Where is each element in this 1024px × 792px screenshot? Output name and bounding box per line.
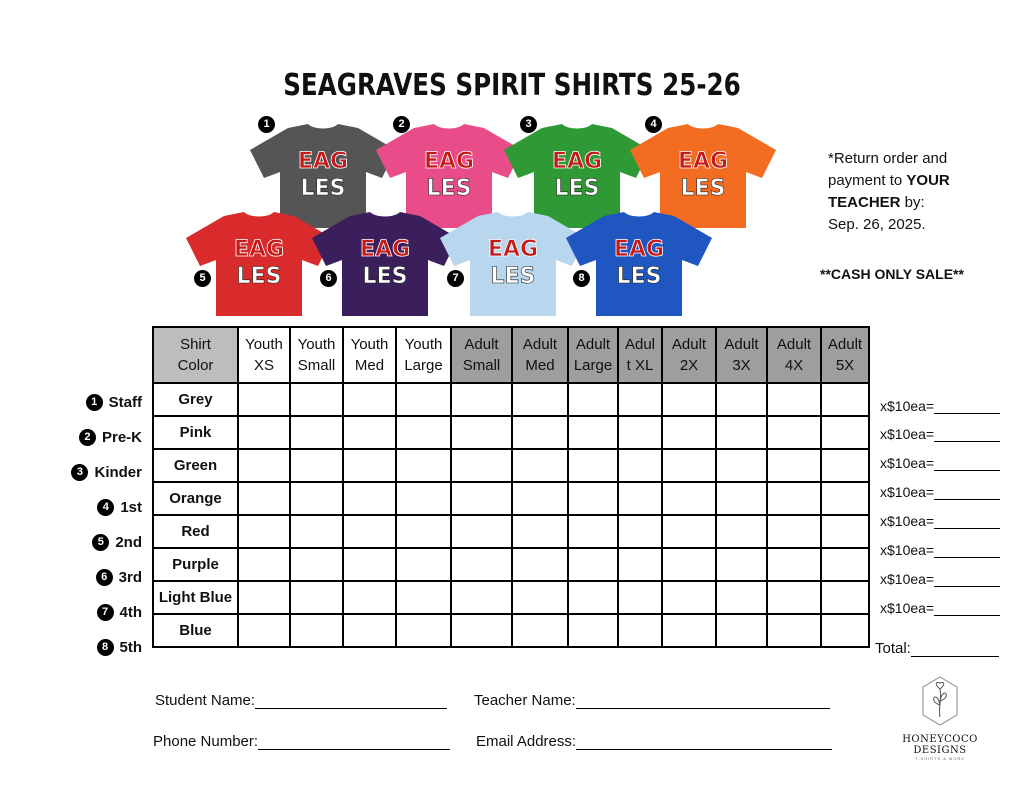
shirt-color-cell: Orange bbox=[153, 482, 238, 515]
quantity-cell[interactable] bbox=[568, 482, 618, 515]
quantity-cell[interactable] bbox=[290, 614, 343, 647]
grade-label: 2 Pre-K bbox=[79, 429, 142, 446]
shirt-number-badge: 4 bbox=[645, 116, 662, 133]
quantity-cell[interactable] bbox=[238, 614, 290, 647]
shirt-color-cell: Pink bbox=[153, 416, 238, 449]
shirt-color-cell: Blue bbox=[153, 614, 238, 647]
svg-text:EAG: EAG bbox=[677, 149, 729, 174]
grade-number-badge: 5 bbox=[92, 534, 109, 551]
svg-text:EAG: EAG bbox=[487, 237, 539, 262]
svg-text:LES: LES bbox=[490, 264, 536, 289]
quantity-cell[interactable] bbox=[767, 614, 821, 647]
svg-text:LES: LES bbox=[236, 264, 282, 289]
quantity-cell[interactable] bbox=[662, 581, 716, 614]
quantity-cell[interactable] bbox=[343, 515, 396, 548]
flower-hexagon-icon bbox=[920, 675, 960, 727]
header-size: Adult 5X bbox=[821, 327, 869, 383]
svg-text:LES: LES bbox=[362, 264, 408, 289]
quantity-cell[interactable] bbox=[343, 449, 396, 482]
order-table bbox=[152, 326, 870, 648]
quantity-cell[interactable] bbox=[396, 515, 451, 548]
quantity-cell[interactable] bbox=[238, 482, 290, 515]
cash-only-notice: **CASH ONLY SALE** bbox=[820, 266, 964, 282]
shirt-number-badge: 1 bbox=[258, 116, 275, 133]
quantity-cell[interactable] bbox=[716, 614, 767, 647]
price-subtotal-field[interactable]: x$10ea= bbox=[880, 455, 1000, 471]
quantity-cell[interactable] bbox=[290, 581, 343, 614]
shirt-color-cell: Red bbox=[153, 515, 238, 548]
header-size: Youth Med bbox=[343, 327, 396, 383]
header-size: Adult 2X bbox=[662, 327, 716, 383]
grade-label: 7 4th bbox=[97, 604, 143, 621]
quantity-cell[interactable] bbox=[343, 383, 396, 416]
quantity-cell[interactable] bbox=[451, 416, 512, 449]
grade-label: 6 3rd bbox=[96, 569, 142, 586]
quantity-cell[interactable] bbox=[290, 482, 343, 515]
quantity-cell[interactable] bbox=[568, 383, 618, 416]
grade-label: 5 2nd bbox=[92, 534, 142, 551]
quantity-cell[interactable] bbox=[396, 482, 451, 515]
quantity-cell[interactable] bbox=[396, 581, 451, 614]
svg-text:EAG: EAG bbox=[297, 149, 349, 174]
quantity-cell[interactable] bbox=[767, 482, 821, 515]
quantity-cell[interactable] bbox=[568, 581, 618, 614]
header-shirt-color: Shirt Color bbox=[153, 327, 238, 383]
note-line-1: *Return order and bbox=[828, 150, 948, 167]
quantity-cell[interactable] bbox=[568, 614, 618, 647]
quantity-cell[interactable] bbox=[618, 482, 662, 515]
honeycoco-logo bbox=[880, 675, 1000, 761]
quantity-cell[interactable] bbox=[396, 416, 451, 449]
header-size: Adul t XL bbox=[618, 327, 662, 383]
quantity-cell[interactable] bbox=[512, 383, 568, 416]
quantity-cell[interactable] bbox=[716, 383, 767, 416]
quantity-cell[interactable] bbox=[618, 548, 662, 581]
quantity-cell[interactable] bbox=[767, 383, 821, 416]
quantity-cell[interactable] bbox=[821, 515, 869, 548]
quantity-cell[interactable] bbox=[716, 515, 767, 548]
return-note bbox=[828, 148, 1008, 236]
quantity-cell[interactable] bbox=[618, 515, 662, 548]
price-subtotal-field[interactable]: x$10ea= bbox=[880, 600, 1000, 616]
grade-number-badge: 4 bbox=[97, 499, 114, 516]
quantity-cell[interactable] bbox=[662, 614, 716, 647]
table-row bbox=[153, 548, 869, 581]
quantity-cell[interactable] bbox=[821, 482, 869, 515]
quantity-cell[interactable] bbox=[767, 416, 821, 449]
grade-number-badge: 1 bbox=[86, 394, 103, 411]
quantity-cell[interactable] bbox=[716, 416, 767, 449]
quantity-cell[interactable] bbox=[290, 416, 343, 449]
quantity-cell[interactable] bbox=[662, 416, 716, 449]
price-subtotal-field[interactable]: x$10ea= bbox=[880, 571, 1000, 587]
quantity-cell[interactable] bbox=[716, 581, 767, 614]
quantity-cell[interactable] bbox=[821, 416, 869, 449]
quantity-cell[interactable] bbox=[821, 614, 869, 647]
quantity-cell[interactable] bbox=[568, 416, 618, 449]
header-size: Youth Small bbox=[290, 327, 343, 383]
quantity-cell[interactable] bbox=[512, 515, 568, 548]
note-line-2: payment to YOUR bbox=[828, 172, 950, 189]
quantity-cell[interactable] bbox=[451, 581, 512, 614]
quantity-cell[interactable] bbox=[618, 383, 662, 416]
table-row bbox=[153, 581, 869, 614]
quantity-cell[interactable] bbox=[290, 548, 343, 581]
grade-label: 8 5th bbox=[97, 639, 143, 656]
quantity-cell[interactable] bbox=[290, 383, 343, 416]
quantity-cell[interactable] bbox=[343, 581, 396, 614]
quantity-cell[interactable] bbox=[451, 482, 512, 515]
price-subtotal-field[interactable]: x$10ea= bbox=[880, 398, 1000, 414]
header-size: Youth Large bbox=[396, 327, 451, 383]
table-row bbox=[153, 383, 869, 416]
quantity-cell[interactable] bbox=[821, 449, 869, 482]
quantity-cell[interactable] bbox=[396, 614, 451, 647]
quantity-cell[interactable] bbox=[238, 548, 290, 581]
header-size: Youth XS bbox=[238, 327, 290, 383]
total-field[interactable]: Total: bbox=[875, 640, 999, 657]
shirt-color-cell: Grey bbox=[153, 383, 238, 416]
svg-text:EAG: EAG bbox=[359, 237, 411, 262]
quantity-cell[interactable] bbox=[618, 614, 662, 647]
quantity-cell[interactable] bbox=[618, 581, 662, 614]
grade-label: 3 Kinder bbox=[71, 464, 142, 481]
quantity-cell[interactable] bbox=[568, 515, 618, 548]
shirt-number-badge: 7 bbox=[447, 270, 464, 287]
quantity-cell[interactable] bbox=[451, 548, 512, 581]
quantity-cell[interactable] bbox=[396, 383, 451, 416]
quantity-cell[interactable] bbox=[512, 482, 568, 515]
header-size: Adult Small bbox=[451, 327, 512, 383]
quantity-cell[interactable] bbox=[451, 449, 512, 482]
quantity-cell[interactable] bbox=[716, 482, 767, 515]
quantity-cell[interactable] bbox=[290, 515, 343, 548]
table-row bbox=[153, 482, 869, 515]
svg-text:LES: LES bbox=[616, 264, 662, 289]
shirt-number-badge: 8 bbox=[573, 270, 590, 287]
quantity-cell[interactable] bbox=[662, 383, 716, 416]
shirt-number-badge: 5 bbox=[194, 270, 211, 287]
quantity-cell[interactable] bbox=[343, 416, 396, 449]
quantity-cell[interactable] bbox=[767, 581, 821, 614]
quantity-cell[interactable] bbox=[512, 548, 568, 581]
shirt-color-cell: Purple bbox=[153, 548, 238, 581]
quantity-cell[interactable] bbox=[343, 614, 396, 647]
quantity-cell[interactable] bbox=[238, 416, 290, 449]
svg-text:EAG: EAG bbox=[233, 237, 285, 262]
grade-number-badge: 7 bbox=[97, 604, 114, 621]
shirt-color-cell: Green bbox=[153, 449, 238, 482]
price-subtotal-field[interactable]: x$10ea= bbox=[880, 542, 1000, 558]
table-row bbox=[153, 515, 869, 548]
quantity-cell[interactable] bbox=[716, 548, 767, 581]
quantity-cell[interactable] bbox=[662, 515, 716, 548]
grade-label: 4 1st bbox=[97, 499, 142, 516]
svg-text:LES: LES bbox=[300, 176, 346, 201]
note-line-3: TEACHER by: bbox=[828, 194, 925, 211]
shirt-number-badge: 3 bbox=[520, 116, 537, 133]
quantity-cell[interactable] bbox=[343, 482, 396, 515]
quantity-cell[interactable] bbox=[716, 449, 767, 482]
shirt-color-cell: Light Blue bbox=[153, 581, 238, 614]
teacher-name-field[interactable]: Teacher Name: bbox=[474, 692, 830, 709]
quantity-cell[interactable] bbox=[512, 449, 568, 482]
shirt-8 bbox=[564, 208, 714, 318]
quantity-cell[interactable] bbox=[290, 449, 343, 482]
svg-text:LES: LES bbox=[554, 176, 600, 201]
header-size: Adult 4X bbox=[767, 327, 821, 383]
quantity-cell[interactable] bbox=[821, 581, 869, 614]
quantity-cell[interactable] bbox=[662, 482, 716, 515]
svg-text:EAG: EAG bbox=[551, 149, 603, 174]
grade-number-badge: 3 bbox=[71, 464, 88, 481]
table-row bbox=[153, 614, 869, 647]
header-size: Adult Med bbox=[512, 327, 568, 383]
quantity-cell[interactable] bbox=[568, 449, 618, 482]
svg-text:LES: LES bbox=[680, 176, 726, 201]
price-subtotal-field[interactable]: x$10ea= bbox=[880, 513, 1000, 529]
price-subtotal-field[interactable]: x$10ea= bbox=[880, 484, 1000, 500]
quantity-cell[interactable] bbox=[767, 515, 821, 548]
quantity-cell[interactable] bbox=[396, 548, 451, 581]
grade-number-badge: 8 bbox=[97, 639, 114, 656]
quantity-cell[interactable] bbox=[512, 581, 568, 614]
table-row bbox=[153, 449, 869, 482]
svg-text:LES: LES bbox=[426, 176, 472, 201]
quantity-cell[interactable] bbox=[662, 548, 716, 581]
quantity-cell[interactable] bbox=[343, 548, 396, 581]
grade-number-badge: 2 bbox=[79, 429, 96, 446]
quantity-cell[interactable] bbox=[512, 614, 568, 647]
quantity-cell[interactable] bbox=[821, 383, 869, 416]
logo-brand: HONEYCOCO DESIGNS bbox=[902, 734, 978, 756]
quantity-cell[interactable] bbox=[662, 449, 716, 482]
quantity-cell[interactable] bbox=[451, 515, 512, 548]
student-name-field[interactable]: Student Name: bbox=[155, 692, 447, 709]
header-size: Adult 3X bbox=[716, 327, 767, 383]
quantity-cell[interactable] bbox=[568, 548, 618, 581]
quantity-cell[interactable] bbox=[396, 449, 451, 482]
page-title: SEAGRAVES SPIRIT SHIRTS 25-26 bbox=[283, 68, 741, 103]
quantity-cell[interactable] bbox=[821, 548, 869, 581]
table-row bbox=[153, 416, 869, 449]
quantity-cell[interactable] bbox=[618, 416, 662, 449]
logo-sub: T-SHIRTS & MORE bbox=[914, 756, 966, 761]
header-size: Adult Large bbox=[568, 327, 618, 383]
email-address-field[interactable]: Email Address: bbox=[476, 733, 832, 750]
quantity-cell[interactable] bbox=[238, 515, 290, 548]
quantity-cell[interactable] bbox=[451, 614, 512, 647]
phone-number-field[interactable]: Phone Number: bbox=[153, 733, 450, 750]
quantity-cell[interactable] bbox=[767, 548, 821, 581]
quantity-cell[interactable] bbox=[238, 581, 290, 614]
price-subtotal-field[interactable]: x$10ea= bbox=[880, 426, 1000, 442]
grade-number-badge: 6 bbox=[96, 569, 113, 586]
quantity-cell[interactable] bbox=[238, 449, 290, 482]
quantity-cell[interactable] bbox=[451, 383, 512, 416]
shirt-number-badge: 2 bbox=[393, 116, 410, 133]
quantity-cell[interactable] bbox=[767, 449, 821, 482]
svg-text:EAG: EAG bbox=[613, 237, 665, 262]
quantity-cell[interactable] bbox=[618, 449, 662, 482]
svg-text:EAG: EAG bbox=[423, 149, 475, 174]
note-deadline: Sep. 26, 2025. bbox=[828, 216, 926, 233]
quantity-cell[interactable] bbox=[238, 383, 290, 416]
shirt-number-badge: 6 bbox=[320, 270, 337, 287]
grade-label: 1 Staff bbox=[86, 394, 142, 411]
quantity-cell[interactable] bbox=[512, 416, 568, 449]
